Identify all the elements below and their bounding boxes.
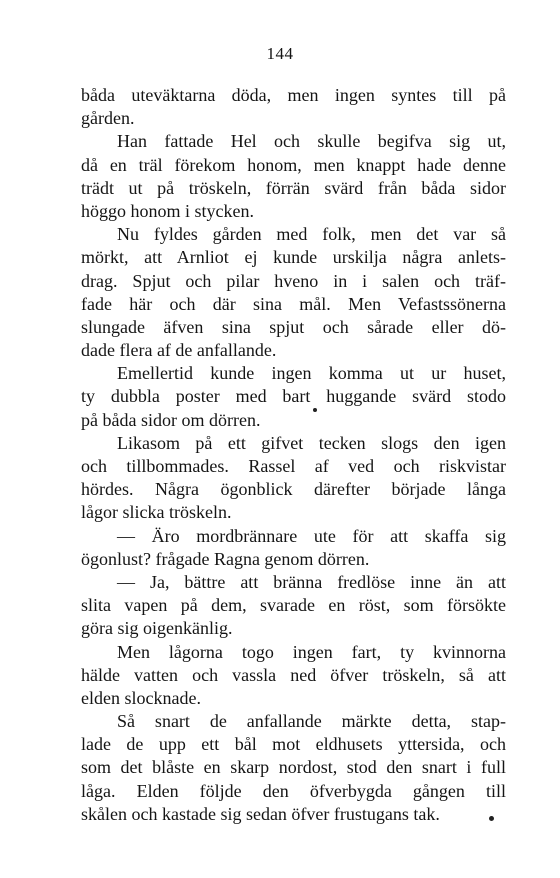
page-number: 144 (266, 44, 294, 63)
text-line: drag. Spjut och pilar hveno in i salen och träf- (81, 270, 506, 291)
text-line: Men lågorna togo ingen fart, ty kvinnorna (117, 641, 506, 662)
paragraph (81, 130, 506, 223)
text-line: fade här och där sina mål. Men Vefastssönerna (81, 293, 506, 314)
paragraph (81, 710, 506, 826)
text-line: slungade äfven sina spjut och sårade eller dö- (81, 316, 506, 337)
text-line: gården. (81, 108, 135, 129)
text-line: på båda sidor om dörren. (81, 409, 261, 430)
text-line: ty dubbla poster med bart huggande svärd stodo (81, 386, 506, 407)
text-line: låga. Elden följde den öfverbygda gången till (81, 780, 506, 801)
text-line: ögonlust? frågade Ragna genom dörren. (81, 548, 370, 569)
text-line: höggo honom i stycken. (81, 200, 254, 221)
text-line: Likasom på ett gifvet tecken slogs den igen (117, 432, 506, 453)
text-line: dade flera af de anfallande. (81, 340, 277, 361)
text-line: hälde vatten och vassla ned öfver tröskeln, så att (81, 664, 506, 685)
text-line: lade de upp ett bål mot eldhusets yttersida, och (81, 734, 506, 755)
text-line: då en träl förekom honom, men knappt hade denne (81, 154, 506, 175)
text-line: — Äro mordbrännare ute för att skaffa sig (117, 525, 506, 546)
paragraph (81, 571, 506, 641)
text-line: Han fattade Hel och skulle begifva sig ut, (117, 131, 506, 152)
paragraph (81, 84, 506, 130)
text-line: Emellertid kunde ingen komma ut ur huset, (117, 363, 506, 384)
text-line: elden slocknade. (81, 687, 201, 708)
text-line: Nu fyldes gården med folk, men det var så (117, 224, 506, 245)
text-line: som det blåste en skarp nordost, stod den snart i full (81, 757, 506, 778)
paragraph (81, 432, 506, 525)
body-text (81, 84, 506, 826)
paragraph (81, 525, 506, 571)
print-speck (489, 816, 494, 821)
text-line: slita vapen på dem, svarade en röst, som försökte (81, 595, 506, 616)
text-line: och tillbommades. Rassel af ved och riskvistar (81, 456, 506, 476)
text-line: mörkt, att Arnliot ej kunde urskilja några anlets- (81, 247, 506, 268)
text-line: — Ja, bättre att bränna fredlöse inne än att (117, 571, 506, 592)
text-line: lågor slicka tröskeln. (81, 502, 232, 523)
text-line: Så snart de anfallande märkte detta, stap- (117, 711, 506, 732)
text-line: göra sig oigenkänlig. (81, 618, 233, 639)
paragraph (81, 362, 506, 432)
print-speck (313, 408, 317, 412)
paragraph (81, 641, 506, 711)
paragraph (81, 223, 506, 362)
text-line: båda uteväktarna döda, men ingen syntes till på (81, 85, 506, 105)
text-line: trädt ut på tröskeln, förrän svärd från båda sidor (81, 177, 506, 198)
text-line: skålen och kastade sig sedan öfver frustugans tak. (81, 803, 440, 824)
text-line: hördes. Några ögonblick därefter började långa (81, 479, 506, 500)
